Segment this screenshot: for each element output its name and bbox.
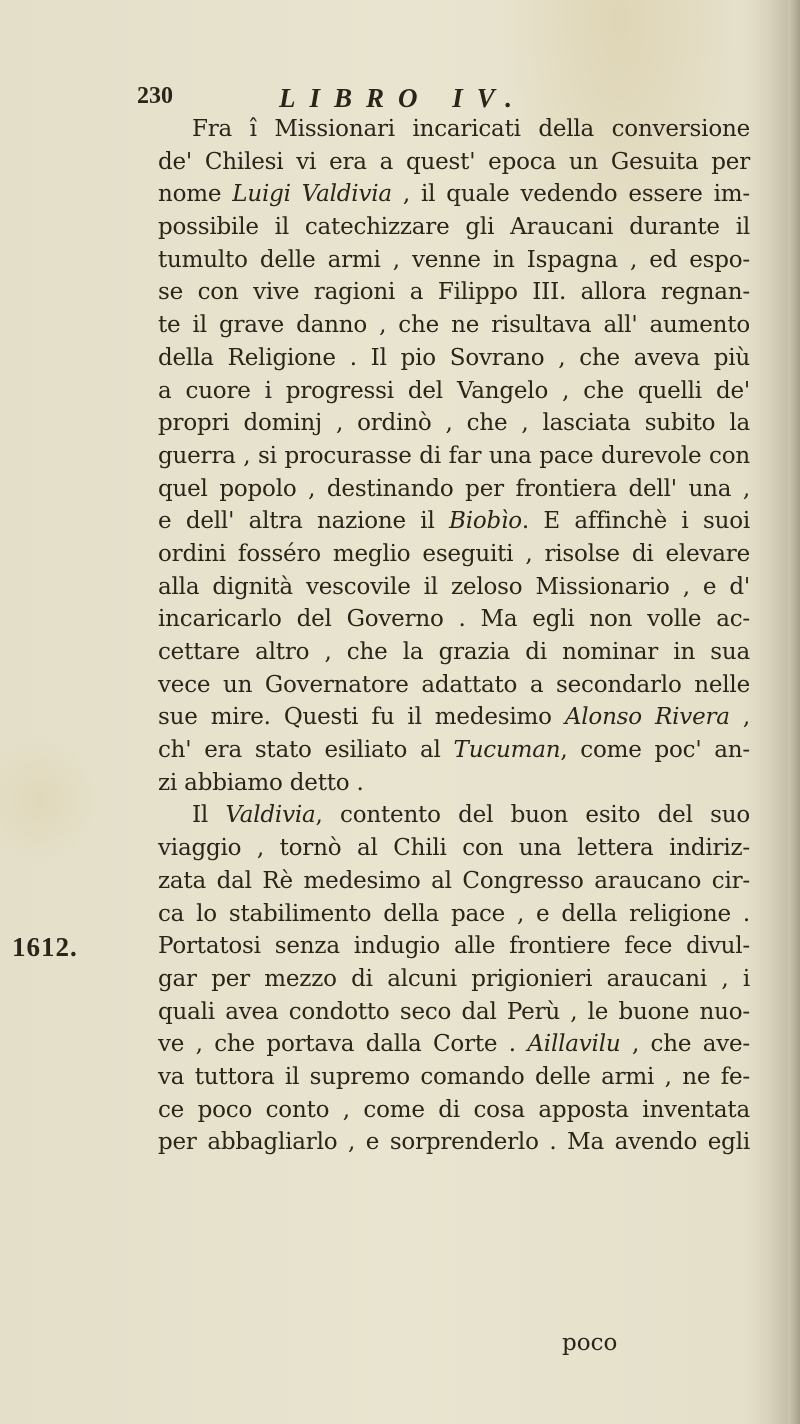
text-segment: guerra , si procurasse di far una pace durevole con bbox=[158, 442, 750, 469]
text-line bbox=[158, 734, 750, 767]
text-segment: de' Chilesi vi era a quest' epoca un Gesuita per bbox=[158, 148, 750, 175]
text-line bbox=[158, 309, 750, 342]
text-segment: gar per mezzo di alcuni prigionieri araucani , i bbox=[158, 965, 750, 992]
text-line bbox=[158, 1061, 750, 1094]
text-segment: zi abbiamo detto . bbox=[158, 769, 364, 796]
text-line bbox=[158, 832, 750, 865]
text-line bbox=[158, 505, 750, 538]
text-line bbox=[158, 930, 750, 963]
text-segment: vece un Governatore adattato a secondarlo nelle bbox=[158, 671, 750, 698]
page-number: 230 bbox=[137, 83, 173, 109]
text-segment: ve , che portava dalla Corte . bbox=[158, 1031, 528, 1058]
text-segment: Il bbox=[192, 802, 226, 829]
text-segment: possibile il catechizzare gli Araucani durante il bbox=[158, 214, 750, 241]
italic-name: Biobìo bbox=[449, 508, 522, 535]
text-segment: te il grave danno , che ne risultava all' aumento bbox=[158, 312, 750, 339]
catchword: poco bbox=[562, 1330, 618, 1356]
text-segment: e dell' altra nazione il bbox=[158, 508, 450, 535]
text-segment: , contento del buon esito del suo bbox=[315, 802, 750, 829]
italic-name: Tucuman bbox=[453, 737, 561, 764]
text-segment: , bbox=[729, 704, 750, 731]
text-line bbox=[158, 767, 750, 800]
text-line bbox=[158, 113, 750, 146]
text-segment: ca lo stabilimento della pace , e della religione . bbox=[158, 900, 750, 927]
text-segment: incaricarlo del Governo . Ma egli non volle ac- bbox=[158, 606, 750, 633]
text-segment: va tuttora il supremo comando delle armi , ne fe- bbox=[158, 1063, 750, 1090]
text-line bbox=[158, 178, 750, 211]
text-segment: Portatosi senza indugio alle frontiere fece divul- bbox=[158, 933, 750, 960]
text-line bbox=[158, 603, 750, 636]
text-line bbox=[158, 865, 750, 898]
text-segment: sue mire. Questi fu il medesimo bbox=[158, 704, 565, 731]
text-line bbox=[158, 342, 750, 375]
italic-name: Valdivia bbox=[225, 802, 316, 829]
text-line bbox=[158, 146, 750, 179]
text-line bbox=[158, 375, 750, 408]
italic-name: Luigi Valdivia bbox=[232, 181, 392, 208]
text-line bbox=[158, 244, 750, 277]
text-line bbox=[158, 538, 750, 571]
text-segment: per abbagliarlo , e sorprenderlo . Ma avendo egli bbox=[158, 1129, 750, 1156]
text-segment: alla dignità vescovile il zeloso Missionario , e d' bbox=[158, 573, 750, 600]
text-line bbox=[158, 963, 750, 996]
text-line bbox=[158, 407, 750, 440]
text-segment: , che ave- bbox=[620, 1031, 750, 1058]
text-segment: ce poco conto , come di cosa apposta inventata bbox=[158, 1096, 750, 1123]
text-segment: quali avea condotto seco dal Perù , le buone nuo- bbox=[158, 998, 750, 1025]
text-segment: della Religione . Il pio Sovrano , che aveva più bbox=[158, 344, 750, 371]
text-line bbox=[158, 473, 750, 506]
text-line bbox=[158, 996, 750, 1029]
text-line bbox=[158, 898, 750, 931]
text-segment: ch' era stato esiliato al bbox=[158, 737, 454, 764]
italic-name: Alonso Rivera bbox=[564, 704, 730, 731]
text-segment: nome bbox=[158, 181, 233, 208]
text-segment: propri dominj , ordinò , che , lasciata subito la bbox=[158, 410, 750, 437]
text-segment: Fra î Missionari incaricati della conversione bbox=[192, 116, 750, 142]
text-segment: viaggio , tornò al Chili con una lettera indiriz- bbox=[158, 835, 750, 862]
text-line bbox=[158, 636, 750, 669]
text-line bbox=[158, 211, 750, 244]
text-line bbox=[158, 669, 750, 702]
text-segment: quel popolo , destinando per frontiera dell' una , bbox=[158, 475, 750, 502]
text-segment: , il quale vedendo essere im- bbox=[391, 181, 750, 208]
text-segment: zata dal Rè medesimo al Congresso araucano cir- bbox=[158, 867, 750, 894]
text-line bbox=[158, 701, 750, 734]
text-segment: ordini fosséro meglio eseguiti , risolse di elevare bbox=[158, 540, 750, 567]
italic-name: Aillavilu bbox=[527, 1031, 621, 1058]
text-line bbox=[158, 571, 750, 604]
page-edge-shadow bbox=[788, 0, 800, 1424]
text-segment: se con vive ragioni a Filippo III. allora regnan- bbox=[158, 279, 750, 306]
text-segment: . E affinchè i suoi bbox=[521, 508, 750, 535]
text-segment: cettare altro , che la grazia di nominar in sua bbox=[158, 639, 750, 665]
text-line bbox=[158, 276, 750, 309]
text-segment: a cuore i progressi del Vangelo , che quelli de' bbox=[158, 377, 750, 404]
body-text bbox=[158, 113, 750, 1159]
text-segment: , come poc' an- bbox=[560, 737, 750, 764]
text-line bbox=[158, 799, 750, 832]
text-segment: tumulto delle armi , venne in Ispagna , ed espo- bbox=[158, 246, 750, 273]
text-line bbox=[158, 440, 750, 473]
text-line bbox=[158, 1094, 750, 1127]
text-line bbox=[158, 1126, 750, 1159]
text-line bbox=[158, 1028, 750, 1061]
margin-year-note: 1612. bbox=[12, 932, 78, 962]
running-head: LIBRO IV. bbox=[279, 83, 527, 113]
page-header bbox=[137, 83, 757, 113]
